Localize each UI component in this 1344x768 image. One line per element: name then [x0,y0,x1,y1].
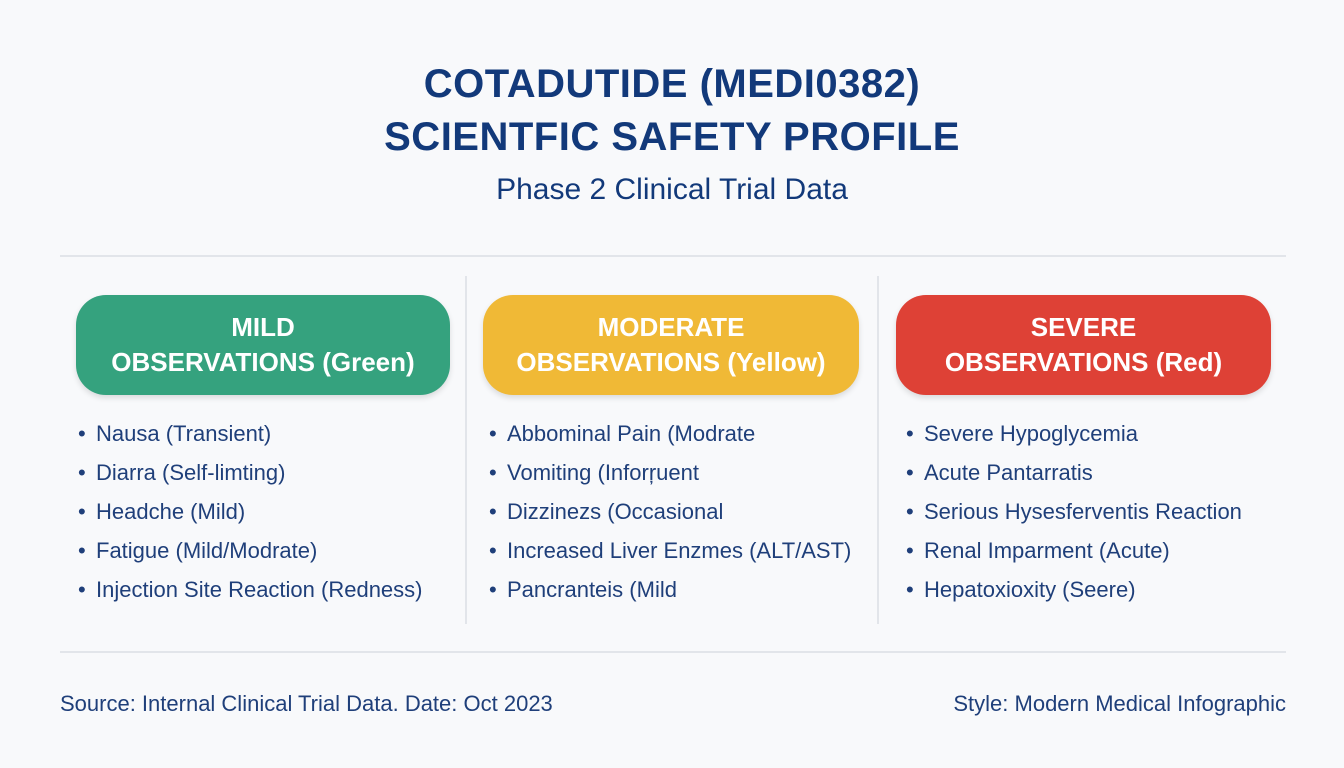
bullet: • [489,577,497,602]
mild-observations-list [78,417,423,612]
list-item [906,456,1242,495]
list-item-text: Injection Site Reaction (Redness) [96,577,423,602]
severe-label-line-2: OBSERVATIONS (Red) [944,347,1223,377]
bullet: • [78,460,86,485]
bullet: • [78,577,86,602]
bullet: • [489,499,497,524]
bottom-divider [60,651,1286,653]
moderate-observations-list [489,417,851,612]
list-item-text: Dizzinezs (Occasional [507,499,724,524]
list-item [78,573,423,612]
list-item [489,495,851,534]
list-item [78,456,423,495]
list-item-text: Fatigue (Mild/Modrate) [96,538,318,563]
source-note: Source: Internal Clinical Trial Data. Date: Oct 2023 [60,691,553,716]
list-item-text: Vomiting (Inforŗuent [507,460,699,485]
bullet: • [489,460,497,485]
style-note: Style: Modern Medical Infographic [953,691,1286,716]
list-item [78,495,423,534]
moderate-label-line-2: OBSERVATIONS (Yellow) [516,347,826,377]
list-item-text: Severe Hypoglycemia [924,421,1138,446]
title-line-1: COTADUTIDE (MEDI0382) [423,62,921,106]
list-item-text: Diarra (Self-limting) [96,460,286,485]
list-item [906,417,1242,456]
bullet: • [78,499,86,524]
moderate-category-header [483,295,859,395]
list-item-text: Hepatoxioxity (Seere) [924,577,1136,602]
subtitle: Phase 2 Clinical Trial Data [496,173,848,206]
list-item-text: Nausa (Transient) [96,421,272,446]
list-item-text: Increased Liver Enzmes (ALT/AST) [507,538,852,563]
severe-observations-list [906,417,1242,612]
mild-category-header [76,295,450,395]
list-item-text: Abbominal Pain (Modrate [507,421,756,446]
list-item [906,573,1242,612]
list-item [906,534,1242,573]
column-divider-2 [877,276,879,624]
bullet: • [78,538,86,563]
list-item [906,495,1242,534]
column-divider-1 [465,276,467,624]
bullet: • [489,538,497,563]
moderate-label-line-1: MODERATE [597,312,745,342]
severe-category-header [896,295,1271,395]
list-item [489,573,851,612]
bullet: • [906,577,914,602]
list-item [489,417,851,456]
title-line-2: SCIENTFIC SAFETY PROFILE [384,115,960,159]
list-item [489,534,851,573]
list-item-text: Headche (Mild) [96,499,246,524]
mild-label-line-2: OBSERVATIONS (Green) [111,347,415,377]
list-item-text: Acute Pantarratis [924,460,1093,485]
list-item [489,456,851,495]
list-item-text: Pancranteis (Mild [507,577,677,602]
mild-label-line-1: MILD [231,312,295,342]
bullet: • [906,538,914,563]
bullet: • [906,460,914,485]
list-item-text: Serious Hysesferventis Reaction [924,499,1242,524]
list-item [78,534,423,573]
bullet: • [78,421,86,446]
list-item [78,417,423,456]
bullet: • [906,421,914,446]
top-divider [60,255,1286,257]
list-item-text: Renal Imparment (Acute) [924,538,1170,563]
bullet: • [906,499,914,524]
severe-label-line-1: SEVERE [1030,312,1137,342]
bullet: • [489,421,497,446]
